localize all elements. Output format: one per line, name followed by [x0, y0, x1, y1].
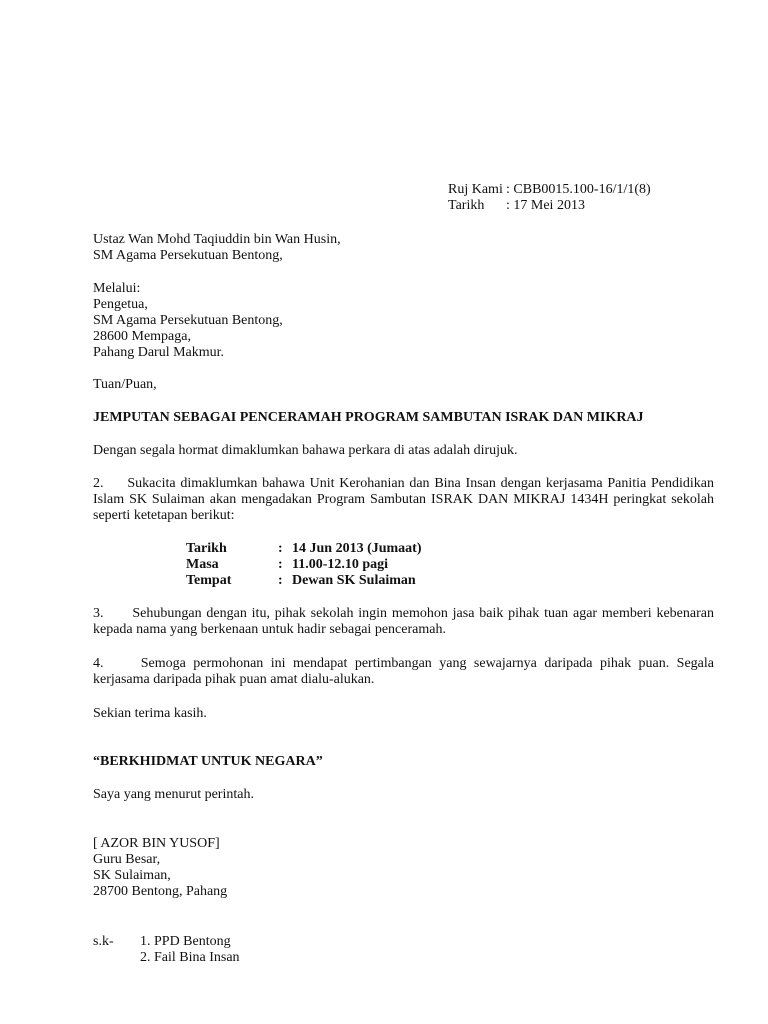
detail-label: Tempat	[186, 573, 232, 588]
via-line: Pahang Darul Makmur.	[93, 345, 225, 360]
reference-date	[448, 198, 585, 214]
paragraph-4: 4. Semoga permohonan ini mendapat pertimbangan yang sewajarnya daripada pihak puan. Segala kerjasama daripada pihak puan amat dialu-alukan.	[93, 656, 718, 687]
recipient-name: Ustaz Wan Mohd Taqiuddin bin Wan Husin,	[93, 232, 341, 247]
detail-row-time	[186, 557, 388, 573]
detail-separator: :	[278, 541, 283, 556]
cc-item: 2. Fail Bina Insan	[140, 950, 240, 965]
date-label: Tarikh	[448, 198, 485, 213]
cc-label: s.k-	[93, 934, 114, 949]
paragraph-intro: Dengan segala hormat dimaklumkan bahawa perkara di atas adalah dirujuk.	[93, 443, 518, 458]
signatory-name: [ AZOR BIN YUSOF]	[93, 836, 220, 851]
paragraph-3: 3. Sehubungan dengan itu, pihak sekolah ingin memohon jasa baik pihak tuan agar memberi kebenaran kepada nama yang berkenaan untuk hadir sebagai penceramah.	[93, 606, 718, 637]
motto: “BERKHIDMAT UNTUK NEGARA”	[93, 754, 323, 769]
detail-label: Tarikh	[186, 541, 227, 556]
closing-remark: Sekian terima kasih.	[93, 706, 207, 721]
via-label: Melalui:	[93, 281, 141, 296]
subject-heading: JEMPUTAN SEBAGAI PENCERAMAH PROGRAM SAMBUTAN ISRAK DAN MIKRAJ	[93, 410, 644, 425]
salutation: Tuan/Puan,	[93, 377, 157, 392]
detail-separator: :	[278, 573, 283, 588]
signatory-school: SK Sulaiman,	[93, 868, 171, 883]
sign-off: Saya yang menurut perintah.	[93, 787, 254, 802]
cc-item: 1. PPD Bentong	[140, 934, 231, 949]
recipient-school: SM Agama Persekutuan Bentong,	[93, 248, 283, 263]
detail-row-date	[186, 541, 422, 557]
reference-label: Ruj Kami	[448, 182, 503, 197]
detail-label: Masa	[186, 557, 219, 572]
reference-value: : CBB0015.100-16/1/1(8)	[506, 182, 651, 197]
date-value: : 17 Mei 2013	[506, 198, 585, 213]
via-line: 28600 Mempaga,	[93, 329, 191, 344]
reference-number	[448, 182, 651, 198]
detail-value: Dewan SK Sulaiman	[292, 573, 416, 588]
detail-separator: :	[278, 557, 283, 572]
detail-value: 11.00-12.10 pagi	[292, 557, 389, 572]
detail-value: 14 Jun 2013 (Jumaat)	[292, 541, 422, 556]
paragraph-2: 2. Sukacita dimaklumkan bahawa Unit Kerohanian dan Bina Insan dengan kerjasama Panitia Pendidikan Islam SK Sulaiman akan mengadakan Program Sambutan ISRAK DAN MIKRAJ 1434H peringkat sekolah seperti ketetapan berikut:	[93, 476, 718, 523]
detail-row-place	[186, 573, 416, 589]
via-line: SM Agama Persekutuan Bentong,	[93, 313, 283, 328]
signatory-title: Guru Besar,	[93, 852, 161, 867]
via-line: Pengetua,	[93, 297, 148, 312]
signatory-address: 28700 Bentong, Pahang	[93, 884, 228, 899]
